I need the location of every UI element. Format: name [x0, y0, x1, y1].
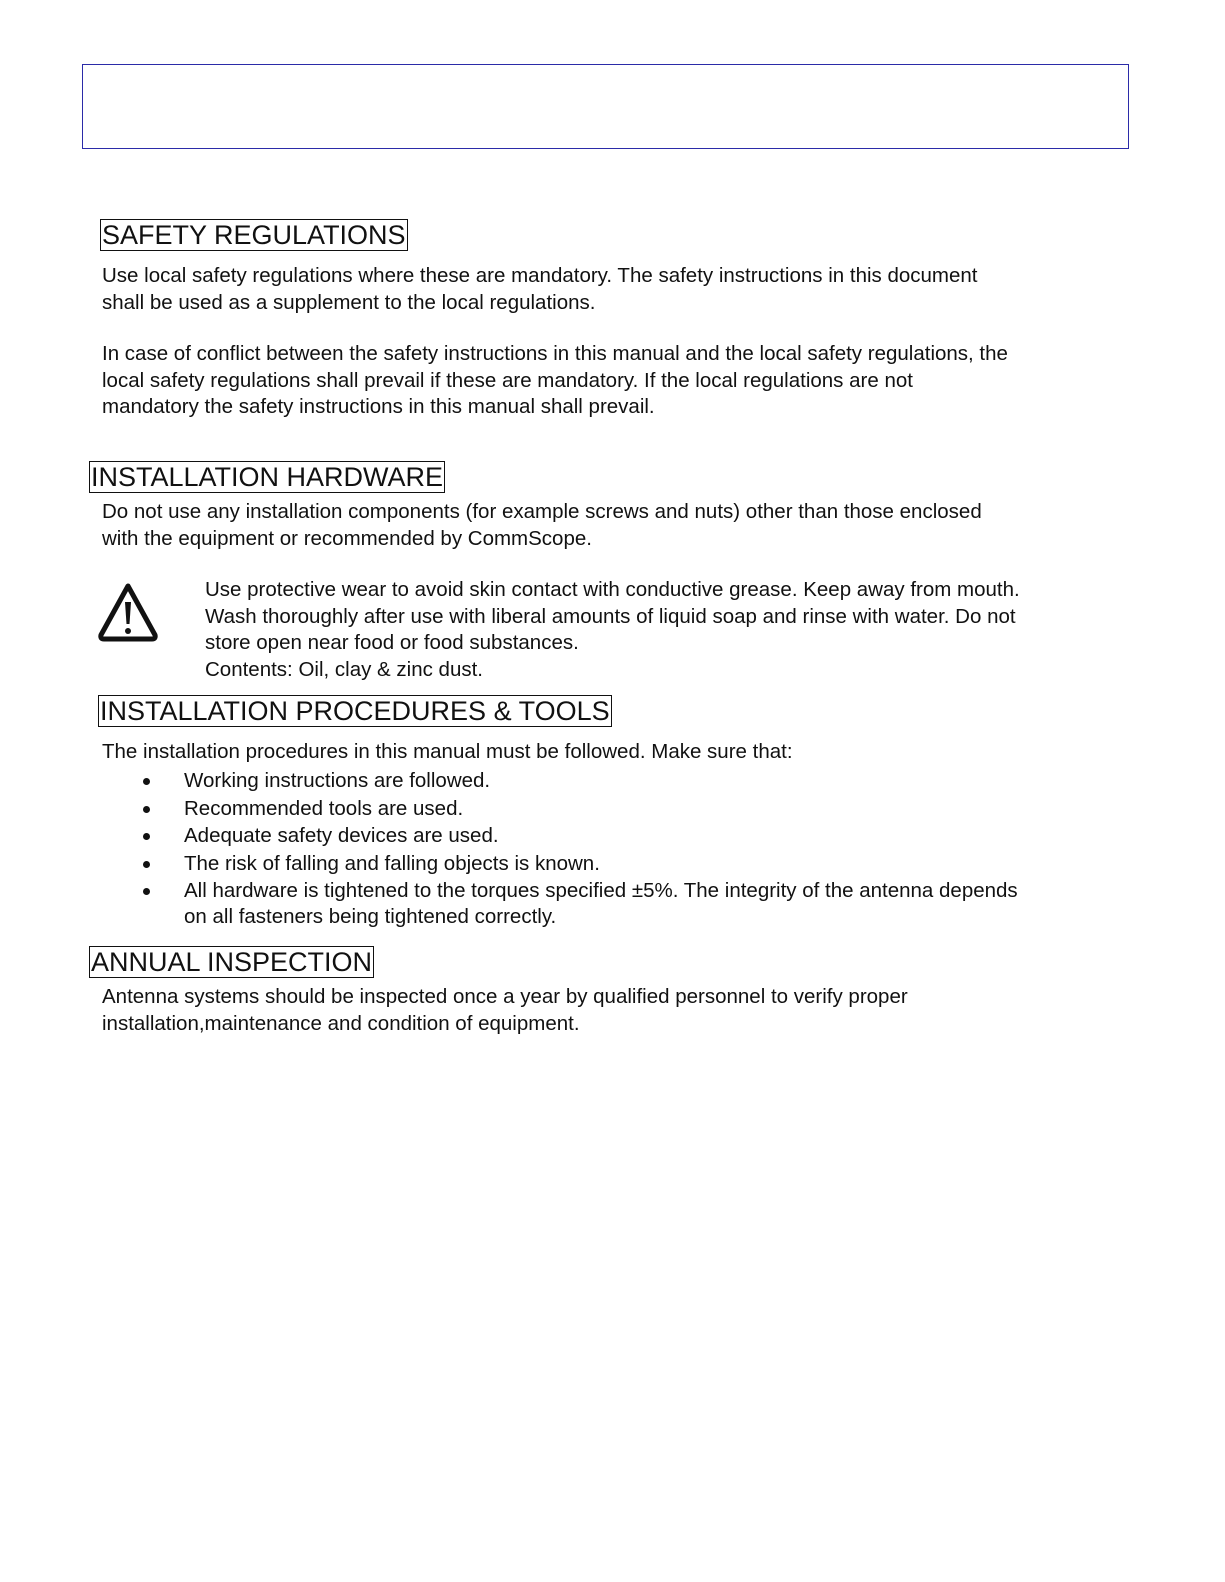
warning-text: Use protective wear to avoid skin contact with conductive grease. Keep away from mouth. Wash thoroughly after use with liberal amounts of liquid soap and rinse with water. Do not store open near food or food substances. Contents: Oil, clay & zinc dust. [205, 578, 1020, 681]
list-item-text: The risk of falling and falling objects is known. [184, 851, 600, 875]
inspection-paragraph: Antenna systems should be inspected once a year by qualified personnel to verify proper installation,maintenance and condition of equipment. [102, 985, 908, 1035]
list-item [140, 795, 1130, 823]
bullet-icon [143, 888, 150, 895]
warning-triangle-icon [96, 580, 160, 644]
safety-paragraph-1: Use local safety regulations where these are mandatory. The safety instructions in this document shall be used as a supplement to the local regulations. [102, 264, 978, 314]
annual-inspection-heading: ANNUAL INSPECTION [91, 947, 373, 977]
safety-regulations-heading: SAFETY REGULATIONS [102, 220, 406, 250]
bullet-icon [143, 861, 150, 868]
bullet-icon [143, 806, 150, 813]
list-item [140, 877, 1130, 931]
list-item-text: Recommended tools are used. [184, 796, 464, 820]
list-item [140, 822, 1130, 850]
installation-procedures-heading: INSTALLATION PROCEDURES & TOOLS [100, 696, 610, 726]
list-item [140, 767, 1130, 795]
hardware-paragraph: Do not use any installation components (for example screws and nuts) other than those enclosed with the equipment or recommended by CommScope. [102, 500, 982, 550]
list-item-text: Adequate safety devices are used. [184, 824, 499, 847]
procedures-intro: The installation procedures in this manual must be followed. Make sure that: [102, 740, 793, 763]
safety-paragraph-2: In case of conflict between the safety instructions in this manual and the local safety regulations, the local safety regulations shall prevail if these are mandatory. If the local regulations are not mandatory the safety instructions in this manual shall prevail. [102, 342, 1008, 418]
bullet-icon [143, 833, 150, 840]
bullet-icon [143, 778, 150, 785]
installation-hardware-heading: INSTALLATION HARDWARE [91, 462, 444, 492]
header-box [82, 64, 1129, 149]
list-item-text: All hardware is tightened to the torques specified ±5%. The integrity of the antenna depends on all fasteners being tightened correctly. [184, 878, 1018, 928]
list-item-text: Working instructions are followed. [184, 769, 491, 792]
procedures-bullet-list [140, 767, 1130, 931]
list-item [140, 850, 1130, 878]
